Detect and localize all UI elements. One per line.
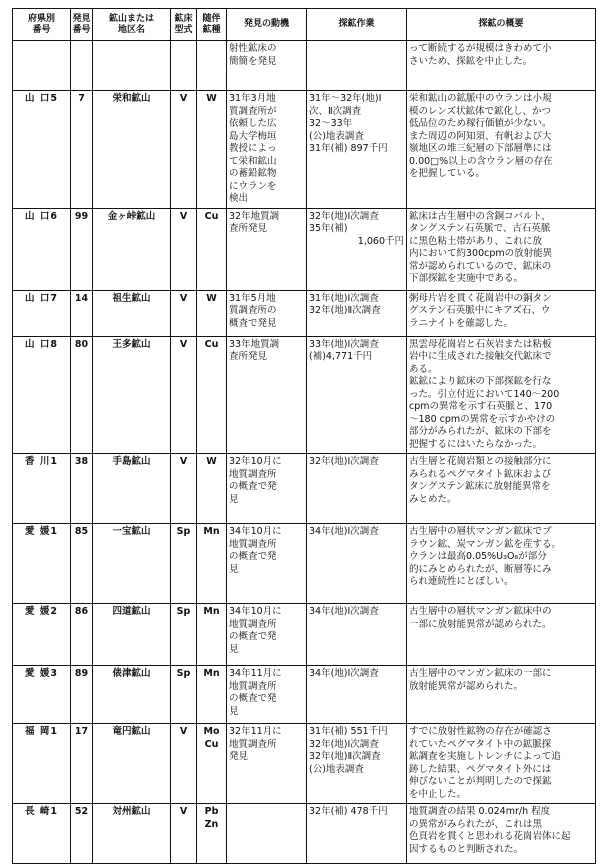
element-cell: Mn <box>197 524 227 604</box>
table-row <box>13 666 596 724</box>
exploration-text: 32年(補) 478千円 <box>309 806 388 817</box>
pref-cell: 愛 媛1 <box>13 524 71 604</box>
exploration-cell <box>307 724 407 804</box>
trigger-cell: 31年3月地 質調査所が 依頼した広 島大学梅垣 教授によっ て栄和鉱山 の蓄鉛鉱物 にウランを 検出 <box>227 91 307 209</box>
mine-cell: 一宝鉱山 <box>93 524 171 604</box>
exploration-text: 32年(地)Ⅰ次調査 35年(補) <box>309 210 379 234</box>
summary-cell: すでに放射性鉱物の存在が確認さ れていたペグマタイト中の鉱脈探 鉱調査を実施しトレンチによって追 跡した結果、ペグマタイト外には 伸びないことが判明したので探鉱 を中止した。 <box>407 724 596 804</box>
trigger-cell: 32年地質調 査所発見 <box>227 208 307 290</box>
header-summary: 探鉱の概要 <box>407 9 596 41</box>
table-row <box>13 524 596 604</box>
pref-cell: 香 川1 <box>13 454 71 524</box>
table-row <box>13 208 596 290</box>
header-disc-no: 発見 番号 <box>71 9 93 41</box>
exploration-text: 34年(地)Ⅰ次調査 <box>309 526 379 537</box>
element-cell: Cu <box>197 336 227 454</box>
exploration-cell <box>307 524 407 604</box>
exploration-text: 34年(地)Ⅰ次調査 <box>309 668 379 679</box>
no-cell: 38 <box>71 454 93 524</box>
header-pref-no: 府県別 番号 <box>13 9 71 41</box>
exploration-text: 31年(地)Ⅰ次調査 32年(地)Ⅱ次調査 <box>309 292 381 316</box>
header-deposit-type: 鉱床 型式 <box>171 9 197 41</box>
exploration-text: 31年(補) 551千円 32年(地)Ⅰ次調査 32年(地)Ⅱ次調査 (公)地表調査 <box>309 726 388 775</box>
trigger-cell: 34年10月に 地質調査所 の概査で発 見 <box>227 604 307 666</box>
mine-cell: 祖生鉱山 <box>93 290 171 336</box>
table-row <box>13 290 596 336</box>
element-cell: W <box>197 91 227 209</box>
mine-cell: 王多鉱山 <box>93 336 171 454</box>
exploration-cell <box>307 454 407 524</box>
trigger-cell: 32年11月に 地質調査所 発見 <box>227 724 307 804</box>
summary-cell: 古生層と花崗岩類との接触部分に みられるペグマタイト鉱床および タングステン鉱床に放射能異常を みとめた。 <box>407 454 596 524</box>
no-cell: 89 <box>71 666 93 724</box>
type-cell: V <box>171 208 197 290</box>
pref-cell: 福 岡1 <box>13 724 71 804</box>
trigger-cell <box>227 804 307 864</box>
exploration-cell <box>307 336 407 454</box>
pref-cell: 山 口8 <box>13 336 71 454</box>
type-cell: V <box>171 91 197 209</box>
header-exploration: 探鉱作業 <box>307 9 407 41</box>
no-cell: 80 <box>71 336 93 454</box>
type-cell: Sp <box>171 604 197 666</box>
type-cell: V <box>171 290 197 336</box>
type-cell: V <box>171 336 197 454</box>
summary-cell: って断続するが規模はきわめて小 さいため、探鉱を中止した。 <box>407 41 596 91</box>
header-mine: 鉱山または 地区名 <box>93 9 171 41</box>
trigger-cell: 32年10月に 地質調査所 の概査で発 見 <box>227 454 307 524</box>
table-row <box>13 454 596 524</box>
table-row <box>13 724 596 804</box>
summary-cell: 古生層中の層状マンガン鉱床中の 一部に放射能異常が認められた。 <box>407 604 596 666</box>
type-cell: Sp <box>171 524 197 604</box>
no-cell: 86 <box>71 604 93 666</box>
table-row <box>13 91 596 209</box>
no-cell: 52 <box>71 804 93 864</box>
exploration-text: 33年(地)Ⅰ次調査 (補)4,771千円 <box>309 338 379 362</box>
pref-cell: 山 口6 <box>13 208 71 290</box>
mine-cell: 俵津鉱山 <box>93 666 171 724</box>
trigger-cell: 33年地質調 査所発見 <box>227 336 307 454</box>
mine-cell: 金ヶ峠鉱山 <box>93 208 171 290</box>
pref-cell: 愛 媛2 <box>13 604 71 666</box>
exploration-cell <box>307 290 407 336</box>
table-row <box>13 804 596 864</box>
no-cell: 7 <box>71 91 93 209</box>
pref-cell: 愛 媛3 <box>13 666 71 724</box>
no-cell: 17 <box>71 724 93 804</box>
summary-cell: 地質調査の結果 0.024mr/h 程度 の異常がみられたが、これは黒 色頁岩を貫くと思われる花崗岩体に起 因するものと判断された。 <box>407 804 596 864</box>
mine-cell: 手島鉱山 <box>93 454 171 524</box>
no-cell: 99 <box>71 208 93 290</box>
element-cell: Mo Cu <box>197 724 227 804</box>
summary-cell: 古生層中のマンガン鉱床の一部に 放射能異常が認められた。 <box>407 666 596 724</box>
element-cell: Mn <box>197 666 227 724</box>
table-row <box>13 336 596 454</box>
table-row <box>13 604 596 666</box>
exploration-text: 31年～32年(地)Ⅰ 次、Ⅱ次調査 32～33年 (公)地表調査 31年(補) 897千円 <box>309 93 388 154</box>
no-cell: 85 <box>71 524 93 604</box>
pref-cell <box>13 41 71 91</box>
element-cell: Pb Zn <box>197 804 227 864</box>
type-cell <box>171 41 197 91</box>
mine-cell <box>93 41 171 91</box>
header-elements: 随伴 鉱種 <box>197 9 227 41</box>
summary-cell: 黒雲母花崗岩と石灰岩または粘板 岩中に生成された接触交代鉱床で ある。 鉱鉱により鉱床の下部探鉱を行な った。引立付近において140～200 cpmの異常を示す石英脈と、170 ～180 cpmの異常を示すかやけの 部分がみられたが、鉱床の下部を 把握するにはいたらなかった。 <box>407 336 596 454</box>
element-cell: Cu <box>197 208 227 290</box>
trigger-cell: 射性鉱床の 簡簡を発見 <box>227 41 307 91</box>
mine-cell: 栄和鉱山 <box>93 91 171 209</box>
pref-cell: 長 崎1 <box>13 804 71 864</box>
no-cell: 14 <box>71 290 93 336</box>
table-row <box>13 41 596 91</box>
no-cell <box>71 41 93 91</box>
exploration-cell <box>307 41 407 91</box>
mine-cell: 竜円鉱山 <box>93 724 171 804</box>
element-cell: Mn <box>197 604 227 666</box>
mine-cell: 四道鉱山 <box>93 604 171 666</box>
exploration-amount: 1,060千円 <box>357 235 404 247</box>
summary-cell: 粥母片岩を貫く花崗岩中の銅タン グステン石英脈中にキアズ石、ウ ラニナイトを確認した。 <box>407 290 596 336</box>
pref-cell: 山 口5 <box>13 91 71 209</box>
exploration-cell <box>307 91 407 209</box>
type-cell: V <box>171 724 197 804</box>
mine-cell: 対州鉱山 <box>93 804 171 864</box>
summary-cell: 鉱床は古生層中の含銅コバルト、 タングステン石英脈で、古石英脈 に黒色粘土帯があり、これに放 内において約300cpmの放射能異 常が認められているので、鉱床の 下部探鉱を実施中である。 <box>407 208 596 290</box>
mine-survey-table <box>12 8 596 864</box>
summary-cell: 栄和鉱山の鉱脈中のウランは小規 模のレンズ状鉱体で鉱化し、かつ 低品位のため稼行価値が少ない。 また周辺の阿知須、有帆および大 嶺地区の堆三紀層の下部層準には 0.00□%以上の含ウラン層の存在 を把握している。 <box>407 91 596 209</box>
element-cell <box>197 41 227 91</box>
exploration-cell <box>307 604 407 666</box>
trigger-cell: 34年10月に 地質調査所 の概査で発 見 <box>227 524 307 604</box>
element-cell: W <box>197 454 227 524</box>
exploration-cell <box>307 208 407 290</box>
header-trigger: 発見の動機 <box>227 9 307 41</box>
trigger-cell: 34年11月に 地質調査所 の概査で発 見 <box>227 666 307 724</box>
summary-cell: 古生層中の層状マンガン鉱床でブ ラウン鉱、炭マンガン鉱を産する。 ウランは最高0.05%U₃O₈が部分 的にみとめられたが、断層等にみ られ連続性にとぼしい。 <box>407 524 596 604</box>
type-cell: Sp <box>171 666 197 724</box>
header-row <box>13 9 596 41</box>
pref-cell: 山 口7 <box>13 290 71 336</box>
type-cell: V <box>171 454 197 524</box>
type-cell: V <box>171 804 197 864</box>
element-cell: W <box>197 290 227 336</box>
exploration-text: 32年(地)Ⅰ次調査 <box>309 456 379 467</box>
exploration-cell <box>307 804 407 864</box>
exploration-text: 34年(地)Ⅰ次調査 <box>309 606 379 617</box>
exploration-cell <box>307 666 407 724</box>
trigger-cell: 31年5月地 質調査所の 概査で発見 <box>227 290 307 336</box>
